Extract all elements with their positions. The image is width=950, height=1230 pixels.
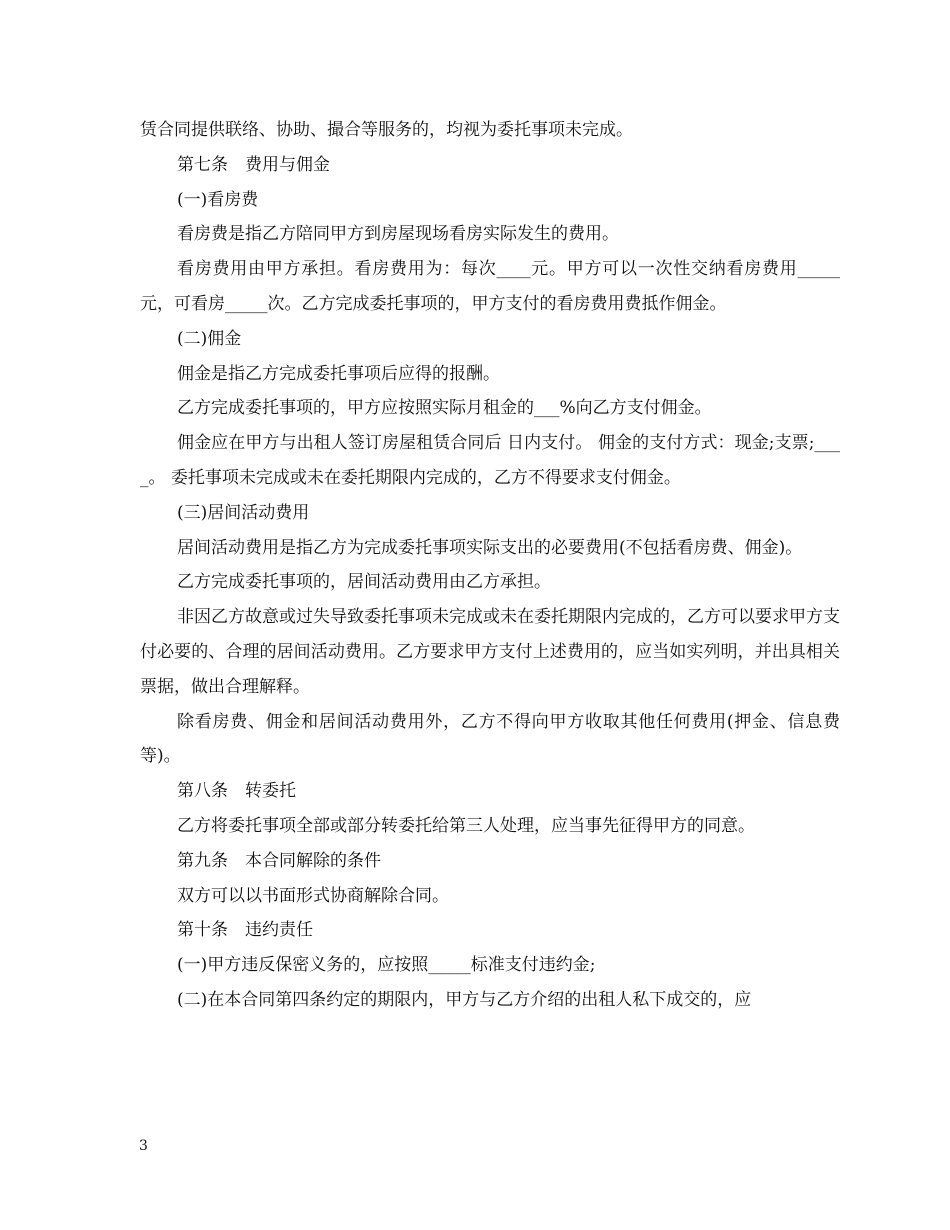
paragraph-brokerage-expenses-definition: 居间活动费用是指乙方为完成委托事项实际支出的必要费用(不包括看房费、佣金)。 bbox=[177, 537, 803, 558]
paragraph-viewing-fee-definition: 看房费是指乙方陪同甲方到房屋现场看房实际发生的费用。 bbox=[177, 224, 619, 245]
paragraph-viewing-fee-terms: 看房费用由甲方承担。看房费用为：每次____元。甲方可以一次性交纳看房费用_____元，可看房_____次。乙方完成委托事项的，甲方支付的看房费用费抵作佣金。 bbox=[140, 259, 840, 314]
paragraph-continuation: 赁合同提供联络、协助、撮合等服务的，均视为委托事项未完成。 bbox=[140, 120, 633, 140]
paragraph-no-other-fees: 除看房费、佣金和居间活动费用外，乙方不得向甲方收取其他任何费用(押金、信息费等)。 bbox=[140, 711, 840, 767]
section-viewing-fee-heading: (一)看房费 bbox=[177, 189, 259, 210]
paragraph-brokerage-expenses-borne: 乙方完成委托事项的，居间活动费用由乙方承担。 bbox=[177, 572, 551, 593]
paragraph-breach-private-deal: (二)在本合同第四条约定的期限内，甲方与乙方介绍的出租人私下成交的，应 bbox=[177, 989, 752, 1010]
paragraph-termination: 双方可以以书面形式协商解除合同。 bbox=[177, 885, 449, 906]
article-9-heading: 第九条 本合同解除的条件 bbox=[177, 850, 381, 871]
article-10-heading: 第十条 违约责任 bbox=[177, 920, 313, 941]
article-8-heading: 第八条 转委托 bbox=[177, 781, 296, 802]
paragraph-commission-payment: 佣金应在甲方与出租人签订房屋租赁合同后 日内支付。 佣金的支付方式：现金;支票;____。 委托事项未完成或未在委托期限内完成的，乙方不得要求支付佣金。 bbox=[140, 433, 840, 488]
paragraph-commission-rate: 乙方完成委托事项的，甲方应按照实际月租金的___%向乙方支付佣金。 bbox=[177, 398, 712, 419]
paragraph-brokerage-expenses-claim: 非因乙方故意或过失导致委托事项未完成或未在委托期限内完成的，乙方可以要求甲方支付必要的、合理的居间活动费用。乙方要求甲方支付上述费用的，应当如实列明，并出具相关票据，做出合理解释。 bbox=[140, 607, 840, 697]
article-7-heading: 第七条 费用与佣金 bbox=[177, 154, 330, 175]
section-brokerage-expenses-heading: (三)居间活动费用 bbox=[177, 502, 310, 523]
paragraph-sub-entrustment: 乙方将委托事项全部或部分转委托给第三人处理，应当事先征得甲方的同意。 bbox=[177, 815, 755, 836]
paragraph-commission-definition: 佣金是指乙方完成委托事项后应得的报酬。 bbox=[177, 363, 500, 384]
paragraph-breach-confidentiality: (一)甲方违反保密义务的，应按照_____标准支付违约金; bbox=[177, 955, 596, 976]
page-number: 3 bbox=[139, 1138, 148, 1154]
section-commission-heading: (二)佣金 bbox=[177, 328, 242, 349]
document-body bbox=[140, 113, 840, 1018]
